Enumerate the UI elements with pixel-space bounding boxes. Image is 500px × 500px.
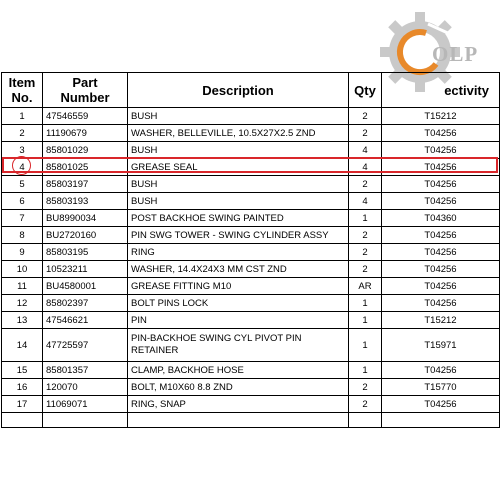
- effectivity-cell: T04256: [382, 227, 500, 244]
- table-row: [2, 278, 500, 295]
- qty-cell: AR: [349, 278, 382, 295]
- table-row: [2, 176, 500, 193]
- description-cell: BUSH: [128, 176, 349, 193]
- item-no-cell: 5: [2, 176, 43, 193]
- table-row-highlighted: [2, 159, 500, 176]
- item-no-cell: 3: [2, 142, 43, 159]
- table-row: [2, 227, 500, 244]
- effectivity-cell: T04256: [382, 362, 500, 379]
- description-cell: BOLT, M10X60 8.8 ZND: [128, 379, 349, 396]
- effectivity-cell: T04256: [382, 244, 500, 261]
- effectivity-cell: T04360: [382, 210, 500, 227]
- qty-cell: 1: [349, 210, 382, 227]
- part-number-cell: 85801025: [43, 159, 128, 176]
- item-no-cell: 13: [2, 312, 43, 329]
- part-number-cell: 47546559: [43, 108, 128, 125]
- qty-cell: 4: [349, 142, 382, 159]
- part-number-cell: 10523211: [43, 261, 128, 278]
- effectivity-cell: T15212: [382, 108, 500, 125]
- item-no-cell: 17: [2, 396, 43, 413]
- part-number-cell: 11069071: [43, 396, 128, 413]
- part-number-cell: 85803197: [43, 176, 128, 193]
- description-cell: PIN-BACKHOE SWING CYL PIVOT PIN RETAINER: [128, 329, 349, 362]
- qty-cell: 2: [349, 176, 382, 193]
- table-row-empty: [2, 413, 500, 428]
- table-row: [2, 261, 500, 278]
- part-number-cell: 85802397: [43, 295, 128, 312]
- item-no-cell: 4: [2, 159, 43, 176]
- qty-cell: 2: [349, 125, 382, 142]
- item-no-cell: 8: [2, 227, 43, 244]
- header-qty: Qty: [349, 73, 382, 108]
- item-no-cell: 10: [2, 261, 43, 278]
- table-row: [2, 312, 500, 329]
- effectivity-cell: T04256: [382, 159, 500, 176]
- table-row: [2, 295, 500, 312]
- item-no-cell: 12: [2, 295, 43, 312]
- effectivity-cell: T15971: [382, 329, 500, 362]
- table-row: [2, 362, 500, 379]
- item-no-cell: 6: [2, 193, 43, 210]
- header-effectivity: ectivity: [382, 73, 500, 108]
- description-cell: BUSH: [128, 193, 349, 210]
- table-row: [2, 379, 500, 396]
- header-part-number: Part Number: [43, 73, 128, 108]
- description-cell: POST BACKHOE SWING PAINTED: [128, 210, 349, 227]
- effectivity-cell: T04256: [382, 125, 500, 142]
- qty-cell: 2: [349, 227, 382, 244]
- part-number-cell: 85803193: [43, 193, 128, 210]
- effectivity-cell: T04256: [382, 278, 500, 295]
- qty-cell: 4: [349, 193, 382, 210]
- description-cell: BOLT PINS LOCK: [128, 295, 349, 312]
- effectivity-cell: T04256: [382, 261, 500, 278]
- table-row: [2, 210, 500, 227]
- part-number-cell: 47725597: [43, 329, 128, 362]
- effectivity-cell: T04256: [382, 295, 500, 312]
- qty-cell: 1: [349, 295, 382, 312]
- parts-table: [1, 72, 500, 428]
- table-row: [2, 193, 500, 210]
- effectivity-cell: T04256: [382, 396, 500, 413]
- table-row: [2, 108, 500, 125]
- table-row: [2, 244, 500, 261]
- part-number-cell: 85803195: [43, 244, 128, 261]
- part-number-cell: 85801357: [43, 362, 128, 379]
- effectivity-cell: T04256: [382, 142, 500, 159]
- qty-cell: 1: [349, 362, 382, 379]
- part-number-cell: 11190679: [43, 125, 128, 142]
- table-row: [2, 125, 500, 142]
- qty-cell: 2: [349, 379, 382, 396]
- qty-cell: 2: [349, 396, 382, 413]
- description-cell: BUSH: [128, 108, 349, 125]
- item-no-cell: 14: [2, 329, 43, 362]
- description-cell: PIN: [128, 312, 349, 329]
- description-cell: GREASE FITTING M10: [128, 278, 349, 295]
- effectivity-cell: T15770: [382, 379, 500, 396]
- description-cell: WASHER, BELLEVILLE, 10.5X27X2.5 ZND: [128, 125, 349, 142]
- part-number-cell: BU8990034: [43, 210, 128, 227]
- qty-cell: 2: [349, 244, 382, 261]
- logo-text: OLP: [432, 42, 479, 66]
- item-no-cell: 2: [2, 125, 43, 142]
- part-number-cell: 47546621: [43, 312, 128, 329]
- header-description: Description: [128, 73, 349, 108]
- description-cell: WASHER, 14.4X24X3 MM CST ZND: [128, 261, 349, 278]
- item-no-cell: 9: [2, 244, 43, 261]
- part-number-cell: 120070: [43, 379, 128, 396]
- header-item-no: Item No.: [2, 73, 43, 108]
- item-no-cell: 7: [2, 210, 43, 227]
- effectivity-cell: T15212: [382, 312, 500, 329]
- table-header-row: [2, 73, 500, 108]
- effectivity-cell: T04256: [382, 193, 500, 210]
- description-cell: RING: [128, 244, 349, 261]
- part-number-cell: BU2720160: [43, 227, 128, 244]
- table-row: [2, 396, 500, 413]
- qty-cell: 2: [349, 108, 382, 125]
- part-number-cell: BU4580001: [43, 278, 128, 295]
- item-no-cell: 11: [2, 278, 43, 295]
- effectivity-cell: T04256: [382, 176, 500, 193]
- qty-cell: 4: [349, 159, 382, 176]
- qty-cell: 1: [349, 312, 382, 329]
- item-no-cell: 1: [2, 108, 43, 125]
- description-cell: GREASE SEAL: [128, 159, 349, 176]
- description-cell: PIN SWG TOWER - SWING CYLINDER ASSY: [128, 227, 349, 244]
- item-no-cell: 16: [2, 379, 43, 396]
- table-row: [2, 142, 500, 159]
- description-cell: BUSH: [128, 142, 349, 159]
- description-cell: RING, SNAP: [128, 396, 349, 413]
- qty-cell: 2: [349, 261, 382, 278]
- part-number-cell: 85801029: [43, 142, 128, 159]
- item-no-cell: 15: [2, 362, 43, 379]
- qty-cell: 1: [349, 329, 382, 362]
- description-cell: CLAMP, BACKHOE HOSE: [128, 362, 349, 379]
- table-row: [2, 329, 500, 362]
